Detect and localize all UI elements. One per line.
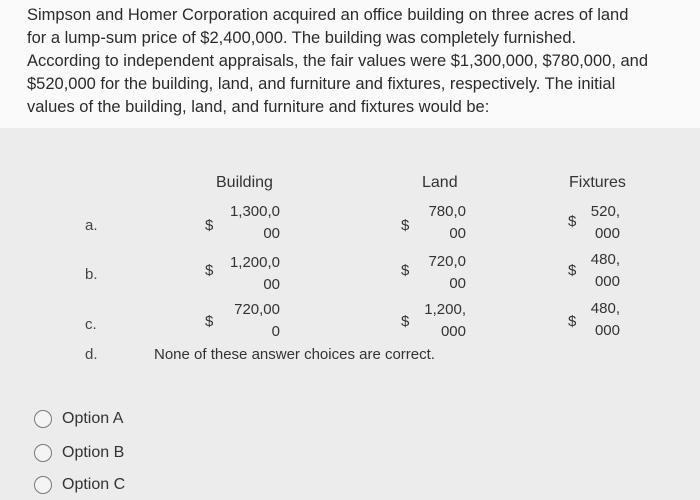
- option-a[interactable]: [34, 404, 123, 434]
- row-label-a: a.: [85, 217, 98, 234]
- land-value-b: 720,0 00: [428, 253, 466, 292]
- option-c[interactable]: [34, 470, 125, 500]
- question-text: [27, 4, 697, 119]
- row-label-c: c.: [85, 316, 97, 333]
- currency-symbol: $: [568, 262, 577, 279]
- question-line: According to independent appraisals, the fair values were $1,300,000, $780,000, and: [27, 52, 649, 70]
- option-label: Option A: [62, 410, 124, 427]
- header-building: Building: [216, 174, 273, 191]
- fixtures-value-b: 480, 000: [590, 251, 620, 290]
- currency-symbol: $: [401, 262, 410, 279]
- row-label-d: d.: [85, 346, 98, 363]
- land-value-c: 1,200, 000: [424, 301, 466, 340]
- radio-button[interactable]: [34, 410, 52, 428]
- currency-symbol: $: [401, 217, 410, 234]
- currency-symbol: $: [568, 213, 577, 230]
- currency-symbol: $: [205, 262, 214, 279]
- land-value-a: 780,0 00: [428, 203, 466, 242]
- fixtures-value-a: 520, 000: [590, 203, 620, 242]
- fixtures-value-c: 480, 000: [590, 300, 620, 339]
- currency-symbol: $: [205, 313, 214, 330]
- header-land: Land: [422, 174, 458, 191]
- option-label: Option C: [62, 476, 126, 493]
- row-d-text: None of these answer choices are correct.: [154, 346, 435, 363]
- building-value-b: 1,200,0 00: [229, 254, 280, 293]
- currency-symbol: $: [205, 217, 214, 234]
- radio-button[interactable]: [34, 476, 52, 494]
- option-label: Option B: [62, 444, 125, 461]
- question-line: values of the building, land, and furniture and fixtures would be:: [27, 98, 490, 116]
- currency-symbol: $: [401, 313, 410, 330]
- currency-symbol: $: [568, 313, 577, 330]
- building-value-a: 1,300,0 00: [229, 203, 280, 242]
- row-label-b: b.: [85, 266, 98, 283]
- option-b[interactable]: [34, 438, 124, 468]
- building-value-c: 720,00 0: [234, 301, 280, 340]
- question-card: [0, 0, 700, 128]
- question-line: for a lump-sum price of $2,400,000. The building was completely furnished.: [27, 29, 577, 47]
- question-line: Simpson and Homer Corporation acquired an office building on three acres of land: [27, 6, 629, 24]
- radio-button[interactable]: [34, 444, 52, 462]
- question-line: $520,000 for the building, land, and furniture and fixtures, respectively. The initial: [27, 75, 616, 93]
- header-fixtures: Fixtures: [569, 174, 626, 191]
